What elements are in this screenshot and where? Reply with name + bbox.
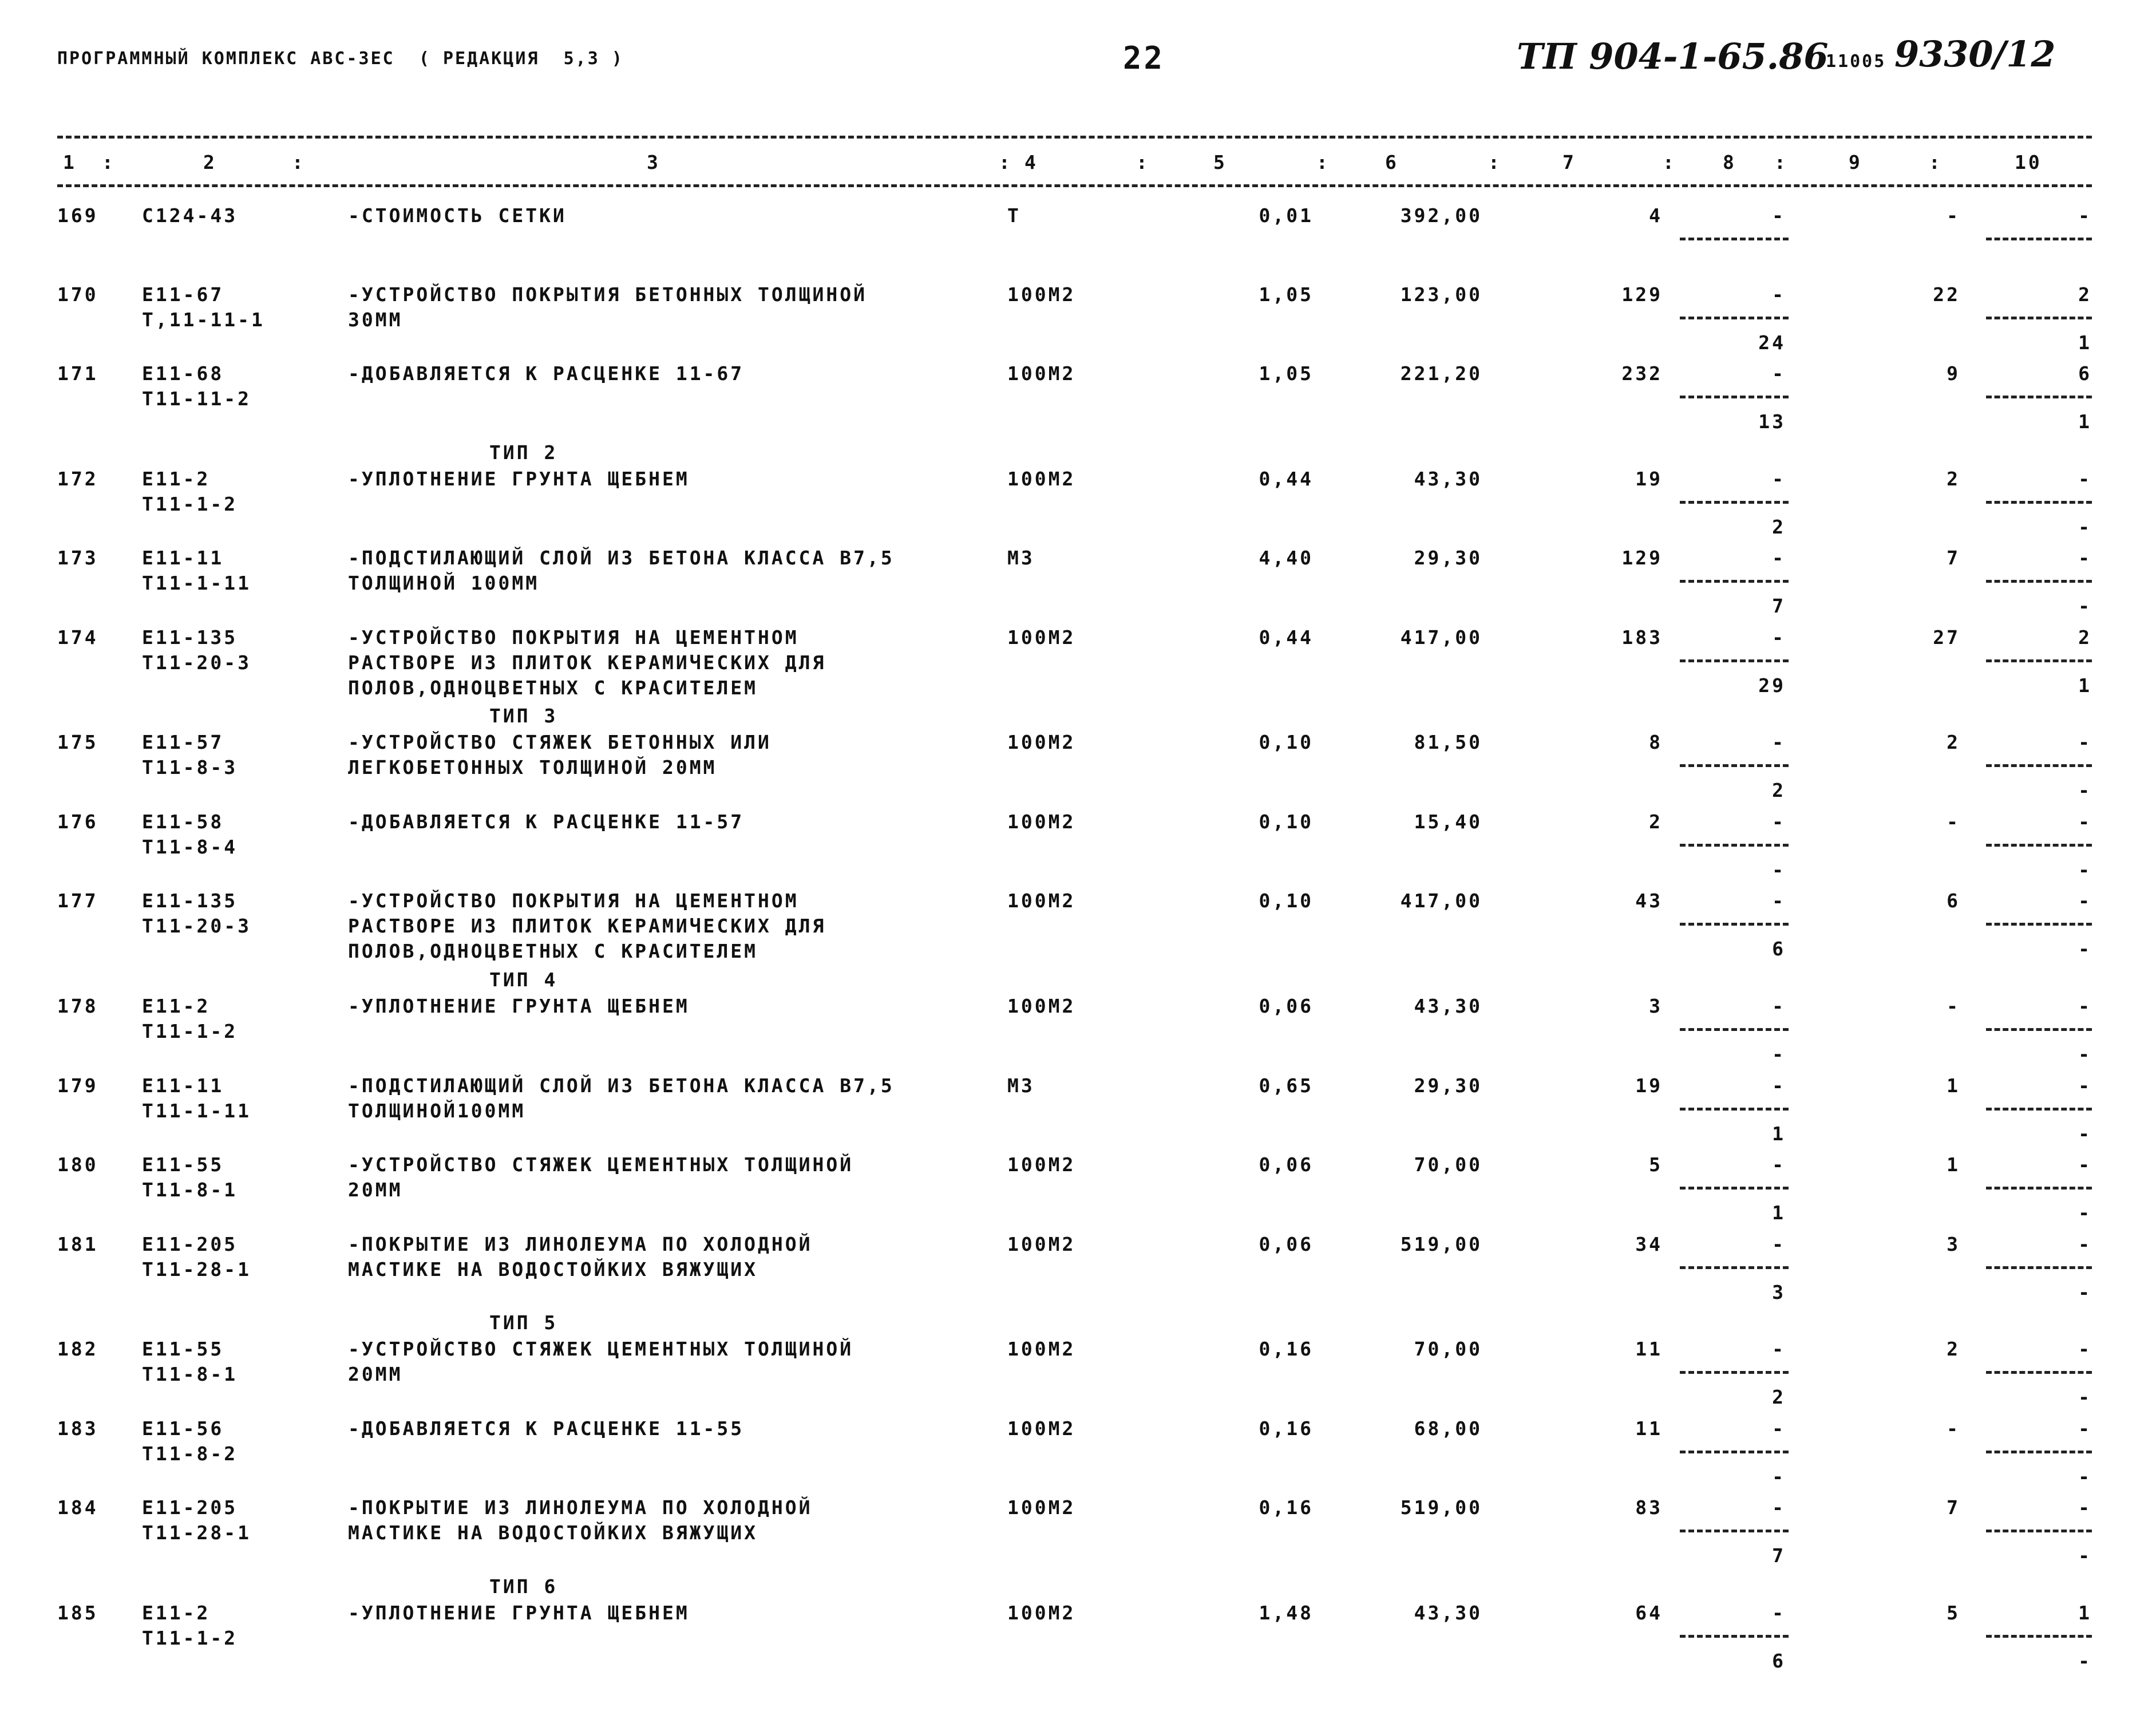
col8-fraction-line: [1680, 1266, 1789, 1269]
unit-price: 123,00: [1400, 283, 1482, 306]
col9-value: 1: [1947, 1153, 1960, 1176]
quantity: 0,10: [1259, 890, 1314, 912]
row-number: 169: [57, 204, 98, 227]
unit-price: 29,30: [1414, 1074, 1482, 1097]
total-cost: 3: [1649, 995, 1663, 1017]
quantity: 0,16: [1259, 1417, 1314, 1440]
total-cost: 129: [1621, 283, 1663, 306]
work-description: -УСТРОЙСТВО СТЯЖЕК ЦЕМЕНТНЫХ ТОЛЩИНОЙ: [348, 1153, 854, 1176]
col10-fraction-line: [1986, 238, 2092, 240]
rate-code: Е11-68: [142, 362, 224, 385]
col8-bottom: 6: [1772, 1650, 1786, 1672]
unit-price: 43,30: [1414, 1602, 1482, 1624]
unit: 100М2: [1007, 1153, 1076, 1176]
rate-code-secondary: Т11-8-2: [142, 1443, 238, 1465]
unit-price: 15,40: [1414, 811, 1482, 833]
unit: М3: [1007, 1074, 1035, 1097]
column-header-7: 7: [1562, 151, 1576, 173]
col10-top: -: [2078, 547, 2092, 569]
col8-top: -: [1772, 1417, 1786, 1440]
work-description: -УПЛОТНЕНИЕ ГРУНТА ЩЕБНЕМ: [348, 995, 690, 1017]
quantity: 0,16: [1259, 1338, 1314, 1360]
col8-fraction-line: [1680, 1635, 1789, 1638]
unit: 100М2: [1007, 890, 1076, 912]
total-cost: 4: [1649, 204, 1663, 227]
column-separator: :: [999, 151, 1012, 173]
unit-price: 81,50: [1414, 731, 1482, 753]
col8-top: -: [1772, 995, 1786, 1017]
col8-top: -: [1772, 283, 1786, 306]
col10-bottom: -: [2078, 1465, 2092, 1488]
col10-top: -: [2078, 995, 2092, 1017]
document-code-suffix: 11005: [1826, 52, 1886, 72]
unit: 100М2: [1007, 626, 1076, 649]
work-description: 20ММ: [348, 1179, 403, 1201]
unit: 100М2: [1007, 362, 1076, 385]
col8-top: -: [1772, 1602, 1786, 1624]
rate-code-secondary: Т11-11-2: [142, 388, 251, 410]
section-label: ТИП 4: [489, 969, 558, 991]
rate-code: Е11-2: [142, 1602, 211, 1624]
column-header-2: 2: [203, 151, 217, 173]
quantity: 0,10: [1259, 811, 1314, 833]
col10-top: 2: [2078, 626, 2092, 649]
col10-fraction-line: [1986, 1635, 2092, 1638]
col8-top: -: [1772, 1338, 1786, 1360]
col8-fraction-line: [1680, 1371, 1789, 1374]
col10-top: -: [2078, 1417, 2092, 1440]
col10-bottom: -: [2078, 938, 2092, 960]
column-separator: :: [1316, 151, 1330, 173]
rate-code: Е11-2: [142, 995, 211, 1017]
unit: 100М2: [1007, 1496, 1076, 1519]
col8-fraction-line: [1680, 580, 1789, 583]
unit-price: 68,00: [1414, 1417, 1482, 1440]
col8-bottom: 29: [1758, 674, 1786, 697]
col8-bottom: 2: [1772, 779, 1786, 801]
work-description: МАСТИКЕ НА ВОДОСТОЙКИХ ВЯЖУЩИХ: [348, 1258, 758, 1281]
quantity: 0,01: [1259, 204, 1314, 227]
table-top-rule: [57, 136, 2092, 139]
column-header-3: 3: [647, 151, 660, 173]
col10-top: -: [2078, 468, 2092, 490]
row-number: 181: [57, 1233, 98, 1255]
col8-bottom: 2: [1772, 516, 1786, 538]
column-header-10: 10: [2015, 151, 2042, 173]
quantity: 0,06: [1259, 1233, 1314, 1255]
unit: 100М2: [1007, 1233, 1076, 1255]
col8-fraction-line: [1680, 1028, 1789, 1031]
col9-value: 2: [1947, 1338, 1960, 1360]
work-description: -УПЛОТНЕНИЕ ГРУНТА ЩЕБНЕМ: [348, 1602, 690, 1624]
unit: 100М2: [1007, 995, 1076, 1017]
quantity: 0,06: [1259, 1153, 1314, 1176]
col8-top: -: [1772, 547, 1786, 569]
col8-fraction-line: [1680, 1530, 1789, 1532]
rate-code: Е11-55: [142, 1338, 224, 1360]
unit-price: 221,20: [1400, 362, 1482, 385]
album-number: 9330/12: [1894, 33, 2056, 75]
rate-code-secondary: Т11-8-1: [142, 1363, 238, 1385]
column-header-9: 9: [1849, 151, 1862, 173]
page-number: 22: [1123, 40, 1165, 76]
unit-price: 417,00: [1400, 626, 1482, 649]
work-description: МАСТИКЕ НА ВОДОСТОЙКИХ ВЯЖУЩИХ: [348, 1522, 758, 1544]
col8-bottom: 24: [1758, 331, 1786, 354]
col8-top: -: [1772, 1074, 1786, 1097]
row-number: 173: [57, 547, 98, 569]
column-header-4: 4: [1024, 151, 1038, 173]
row-number: 185: [57, 1602, 98, 1624]
row-number: 179: [57, 1074, 98, 1097]
col10-bottom: -: [2078, 1544, 2092, 1567]
col9-value: 27: [1933, 626, 1960, 649]
col8-bottom: 3: [1772, 1281, 1786, 1303]
col8-fraction-line: [1680, 844, 1789, 847]
rate-code: Е11-205: [142, 1496, 238, 1519]
col10-fraction-line: [1986, 317, 2092, 319]
col10-fraction-line: [1986, 1108, 2092, 1111]
col8-top: -: [1772, 362, 1786, 385]
unit-price: 29,30: [1414, 547, 1482, 569]
col8-top: -: [1772, 1153, 1786, 1176]
total-cost: 183: [1621, 626, 1663, 649]
rate-code-secondary: Т11-20-3: [142, 915, 251, 937]
col10-fraction-line: [1986, 1028, 2092, 1031]
col8-bottom: 2: [1772, 1386, 1786, 1408]
col9-value: 9: [1947, 362, 1960, 385]
column-header-1: 1: [63, 151, 77, 173]
col10-bottom: -: [2078, 859, 2092, 881]
work-description: -УПЛОТНЕНИЕ ГРУНТА ЩЕБНЕМ: [348, 468, 690, 490]
col10-fraction-line: [1986, 844, 2092, 847]
col9-value: 5: [1947, 1602, 1960, 1624]
col8-bottom: 6: [1772, 938, 1786, 960]
col8-fraction-line: [1680, 238, 1789, 240]
unit: 100М2: [1007, 1338, 1076, 1360]
row-number: 180: [57, 1153, 98, 1176]
column-separator: :: [1774, 151, 1788, 173]
col8-bottom: -: [1772, 859, 1786, 881]
col10-top: -: [2078, 1496, 2092, 1519]
unit-price: 392,00: [1400, 204, 1482, 227]
row-number: 174: [57, 626, 98, 649]
rate-code: Е11-57: [142, 731, 224, 753]
col10-fraction-line: [1986, 764, 2092, 767]
row-number: 177: [57, 890, 98, 912]
rate-code: Е11-2: [142, 468, 211, 490]
col8-fraction-line: [1680, 396, 1789, 398]
total-cost: 8: [1649, 731, 1663, 753]
col10-fraction-line: [1986, 501, 2092, 504]
col10-top: -: [2078, 811, 2092, 833]
row-number: 183: [57, 1417, 98, 1440]
work-description: -ПОКРЫТИЕ ИЗ ЛИНОЛЕУМА ПО ХОЛОДНОЙ: [348, 1496, 813, 1519]
row-number: 176: [57, 811, 98, 833]
col8-top: -: [1772, 468, 1786, 490]
col10-top: 1: [2078, 1602, 2092, 1624]
work-description: -ДОБАВЛЯЕТСЯ К РАСЦЕНКЕ 11-57: [348, 811, 745, 833]
col9-value: 2: [1947, 468, 1960, 490]
work-description: ТОЛЩИНОЙ100ММ: [348, 1100, 526, 1122]
col8-top: -: [1772, 1496, 1786, 1519]
work-description: -ДОБАВЛЯЕТСЯ К РАСЦЕНКЕ 11-67: [348, 362, 745, 385]
col8-top: -: [1772, 204, 1786, 227]
quantity: 0,10: [1259, 731, 1314, 753]
col9-value: -: [1947, 204, 1960, 227]
col8-bottom: 1: [1772, 1202, 1786, 1224]
work-description: -УСТРОЙСТВО ПОКРЫТИЯ БЕТОННЫХ ТОЛЩИНОЙ: [348, 283, 867, 306]
work-description: -СТОИМОСТЬ СЕТКИ: [348, 204, 567, 227]
col9-value: 22: [1933, 283, 1960, 306]
col8-fraction-line: [1680, 1108, 1789, 1111]
quantity: 0,16: [1259, 1496, 1314, 1519]
col10-bottom: -: [2078, 1386, 2092, 1408]
quantity: 1,05: [1259, 362, 1314, 385]
work-description: -ДОБАВЛЯЕТСЯ К РАСЦЕНКЕ 11-55: [348, 1417, 745, 1440]
work-description: 20ММ: [348, 1363, 403, 1385]
unit-price: 43,30: [1414, 995, 1482, 1017]
col10-top: -: [2078, 890, 2092, 912]
column-separator: :: [292, 151, 306, 173]
column-header-5: 5: [1213, 151, 1227, 173]
total-cost: 2: [1649, 811, 1663, 833]
section-label: ТИП 3: [489, 705, 558, 727]
unit-price: 417,00: [1400, 890, 1482, 912]
col10-bottom: -: [2078, 595, 2092, 617]
rate-code-secondary: Т11-1-11: [142, 1100, 251, 1122]
col10-fraction-line: [1986, 580, 2092, 583]
col8-top: -: [1772, 626, 1786, 649]
section-label: ТИП 6: [489, 1575, 558, 1598]
col10-bottom: 1: [2078, 674, 2092, 697]
col10-bottom: 1: [2078, 410, 2092, 433]
col10-top: -: [2078, 1153, 2092, 1176]
row-number: 184: [57, 1496, 98, 1519]
col8-fraction-line: [1680, 923, 1789, 926]
work-description: ТОЛЩИНОЙ 100ММ: [348, 572, 540, 594]
rate-code-secondary: Т11-1-2: [142, 1627, 238, 1649]
unit: Т: [1007, 204, 1021, 227]
rate-code: С124-43: [142, 204, 238, 227]
work-description: -ПОДСТИЛАЮЩИЙ СЛОЙ ИЗ БЕТОНА КЛАССА В7,5: [348, 547, 895, 569]
document-code: ТП 904-1-65.86: [1517, 35, 1829, 77]
col8-fraction-line: [1680, 659, 1789, 662]
col10-fraction-line: [1986, 1371, 2092, 1374]
column-header-8: 8: [1723, 151, 1736, 173]
column-separator: :: [1663, 151, 1676, 173]
row-number: 170: [57, 283, 98, 306]
rate-code-secondary: Т11-8-1: [142, 1179, 238, 1201]
unit: 100М2: [1007, 1417, 1076, 1440]
col9-value: 3: [1947, 1233, 1960, 1255]
col10-fraction-line: [1986, 1451, 2092, 1453]
work-description: ПОЛОВ,ОДНОЦВЕТНЫХ С КРАСИТЕЛЕМ: [348, 677, 758, 699]
program-header: ПРОГРАММНЫЙ КОМПЛЕКС АВС-ЗЕС ( РЕДАКЦИЯ 5,3 ): [57, 49, 624, 69]
rate-code-secondary: Т11-1-2: [142, 1020, 238, 1042]
row-number: 171: [57, 362, 98, 385]
total-cost: 19: [1635, 468, 1663, 490]
col10-bottom: -: [2078, 1043, 2092, 1065]
col10-top: -: [2078, 1233, 2092, 1255]
col10-top: -: [2078, 1338, 2092, 1360]
col10-bottom: -: [2078, 779, 2092, 801]
work-description: ЛЕГКОБЕТОННЫХ ТОЛЩИНОЙ 20ММ: [348, 756, 717, 779]
col9-value: 7: [1947, 1496, 1960, 1519]
rate-code-secondary: Т11-1-11: [142, 572, 251, 594]
row-number: 172: [57, 468, 98, 490]
col9-value: -: [1947, 811, 1960, 833]
row-number: 182: [57, 1338, 98, 1360]
section-label: ТИП 2: [489, 441, 558, 464]
unit: 100М2: [1007, 811, 1076, 833]
rate-code: Е11-55: [142, 1153, 224, 1176]
unit: 100М2: [1007, 283, 1076, 306]
col9-value: -: [1947, 995, 1960, 1017]
col10-top: 2: [2078, 283, 2092, 306]
work-description: ПОЛОВ,ОДНОЦВЕТНЫХ С КРАСИТЕЛЕМ: [348, 940, 758, 962]
rate-code: Е11-205: [142, 1233, 238, 1255]
col9-value: 6: [1947, 890, 1960, 912]
col9-value: 1: [1947, 1074, 1960, 1097]
col9-value: 2: [1947, 731, 1960, 753]
col10-top: -: [2078, 731, 2092, 753]
column-separator: :: [102, 151, 116, 173]
row-number: 178: [57, 995, 98, 1017]
quantity: 1,05: [1259, 283, 1314, 306]
rate-code: Е11-135: [142, 890, 238, 912]
rate-code: Е11-58: [142, 811, 224, 833]
col9-value: -: [1947, 1417, 1960, 1440]
col10-fraction-line: [1986, 1266, 2092, 1269]
rate-code: Е11-135: [142, 626, 238, 649]
col10-bottom: -: [2078, 516, 2092, 538]
column-separator: :: [1136, 151, 1150, 173]
total-cost: 19: [1635, 1074, 1663, 1097]
col10-top: -: [2078, 1074, 2092, 1097]
unit-price: 70,00: [1414, 1153, 1482, 1176]
rate-code: Е11-11: [142, 547, 224, 569]
col8-bottom: 7: [1772, 595, 1786, 617]
col8-top: -: [1772, 811, 1786, 833]
unit-price: 519,00: [1400, 1233, 1482, 1255]
unit: 100М2: [1007, 731, 1076, 753]
unit-price: 70,00: [1414, 1338, 1482, 1360]
work-description: РАСТВОРЕ ИЗ ПЛИТОК КЕРАМИЧЕСКИХ ДЛЯ: [348, 915, 826, 937]
total-cost: 43: [1635, 890, 1663, 912]
quantity: 0,44: [1259, 626, 1314, 649]
total-cost: 129: [1621, 547, 1663, 569]
total-cost: 64: [1635, 1602, 1663, 1624]
quantity: 0,65: [1259, 1074, 1314, 1097]
quantity: 0,44: [1259, 468, 1314, 490]
col8-fraction-line: [1680, 764, 1789, 767]
col10-bottom: -: [2078, 1123, 2092, 1145]
total-cost: 232: [1621, 362, 1663, 385]
rate-code: Е11-11: [142, 1074, 224, 1097]
total-cost: 11: [1635, 1338, 1663, 1360]
work-description: 30ММ: [348, 309, 403, 331]
col10-bottom: -: [2078, 1650, 2092, 1672]
table-header-rule: [57, 184, 2092, 187]
col10-fraction-line: [1986, 1530, 2092, 1532]
col10-bottom: -: [2078, 1202, 2092, 1224]
section-label: ТИП 5: [489, 1311, 558, 1334]
quantity: 1,48: [1259, 1602, 1314, 1624]
rate-code-secondary: Т11-28-1: [142, 1258, 251, 1281]
rate-code-secondary: Т11-20-3: [142, 651, 251, 674]
col10-top: 6: [2078, 362, 2092, 385]
total-cost: 5: [1649, 1153, 1663, 1176]
col10-fraction-line: [1986, 923, 2092, 926]
col8-top: -: [1772, 890, 1786, 912]
unit: М3: [1007, 547, 1035, 569]
col10-fraction-line: [1986, 396, 2092, 398]
col10-top: -: [2078, 204, 2092, 227]
column-header-6: 6: [1385, 151, 1399, 173]
rate-code-secondary: Т11-8-4: [142, 836, 238, 858]
quantity: 4,40: [1259, 547, 1314, 569]
work-description: -УСТРОЙСТВО ПОКРЫТИЯ НА ЦЕМЕНТНОМ: [348, 626, 799, 649]
rate-code-secondary: Т11-8-3: [142, 756, 238, 779]
work-description: -УСТРОЙСТВО ПОКРЫТИЯ НА ЦЕМЕНТНОМ: [348, 890, 799, 912]
col8-fraction-line: [1680, 317, 1789, 319]
rate-code: Е11-67: [142, 283, 224, 306]
work-description: -УСТРОЙСТВО СТЯЖЕК БЕТОННЫХ ИЛИ: [348, 731, 772, 753]
unit: 100М2: [1007, 1602, 1076, 1624]
col8-top: -: [1772, 1233, 1786, 1255]
work-description: -ПОДСТИЛАЮЩИЙ СЛОЙ ИЗ БЕТОНА КЛАССА В7,5: [348, 1074, 895, 1097]
rate-code-secondary: Т,11-11-1: [142, 309, 265, 331]
col8-bottom: 7: [1772, 1544, 1786, 1567]
col10-fraction-line: [1986, 1187, 2092, 1190]
col8-bottom: 1: [1772, 1123, 1786, 1145]
col8-fraction-line: [1680, 1451, 1789, 1453]
col8-top: -: [1772, 731, 1786, 753]
col10-bottom: 1: [2078, 331, 2092, 354]
column-separator: :: [1488, 151, 1502, 173]
col8-fraction-line: [1680, 501, 1789, 504]
work-description: -УСТРОЙСТВО СТЯЖЕК ЦЕМЕНТНЫХ ТОЛЩИНОЙ: [348, 1338, 854, 1360]
col10-bottom: -: [2078, 1281, 2092, 1303]
row-number: 175: [57, 731, 98, 753]
rate-code: Е11-56: [142, 1417, 224, 1440]
total-cost: 83: [1635, 1496, 1663, 1519]
col9-value: 7: [1947, 547, 1960, 569]
col8-bottom: -: [1772, 1465, 1786, 1488]
total-cost: 34: [1635, 1233, 1663, 1255]
quantity: 0,06: [1259, 995, 1314, 1017]
unit-price: 519,00: [1400, 1496, 1482, 1519]
work-description: -ПОКРЫТИЕ ИЗ ЛИНОЛЕУМА ПО ХОЛОДНОЙ: [348, 1233, 813, 1255]
total-cost: 11: [1635, 1417, 1663, 1440]
work-description: РАСТВОРЕ ИЗ ПЛИТОК КЕРАМИЧЕСКИХ ДЛЯ: [348, 651, 826, 674]
rate-code-secondary: Т11-28-1: [142, 1522, 251, 1544]
unit-price: 43,30: [1414, 468, 1482, 490]
col10-fraction-line: [1986, 659, 2092, 662]
rate-code-secondary: Т11-1-2: [142, 493, 238, 515]
col8-bottom: 13: [1758, 410, 1786, 433]
column-separator: :: [1929, 151, 1943, 173]
col8-bottom: -: [1772, 1043, 1786, 1065]
unit: 100М2: [1007, 468, 1076, 490]
col8-fraction-line: [1680, 1187, 1789, 1190]
